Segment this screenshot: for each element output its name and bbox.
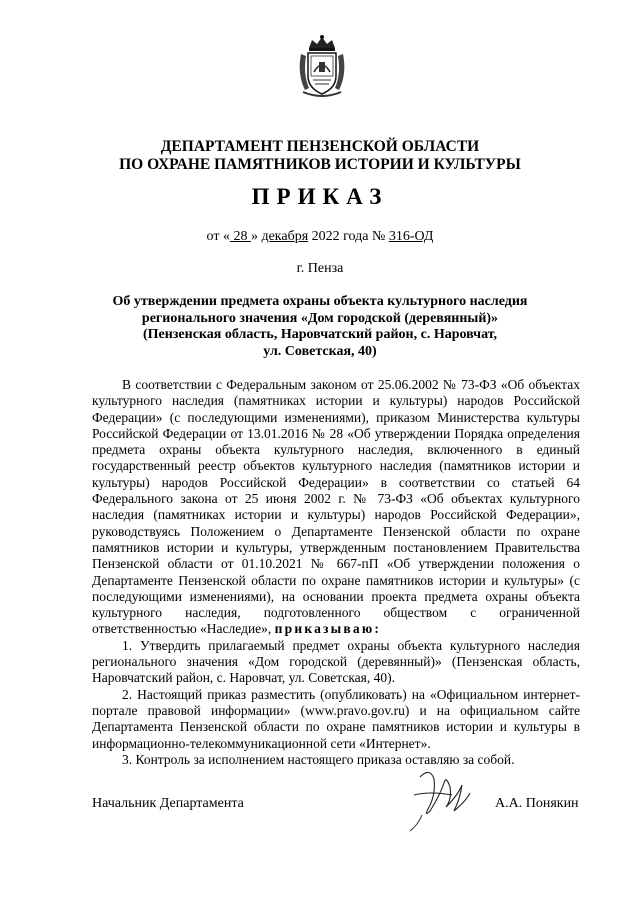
date-prefix: от « [206, 229, 230, 244]
signer-name: А.А. Понякин [495, 796, 579, 811]
date-year: 2022 года № [308, 229, 389, 244]
handwritten-signature [400, 765, 480, 835]
date-month: декабря [261, 229, 309, 244]
department-name-line-2: ПО ОХРАНЕ ПАМЯТНИКОВ ИСТОРИИ И КУЛЬТУРЫ [119, 156, 521, 173]
date-day: 28 [229, 229, 251, 244]
date-number-line [0, 229, 640, 245]
order-body [92, 377, 580, 768]
date-mid: » [250, 229, 262, 244]
preamble-paragraph [92, 377, 580, 638]
order-item-1: 1. Утвердить прилагаемый предмет охраны объекта культурного наследия регионального значения «Дом городской (деревянный)» (Пензенская область, Наровчатский район, с. Наровчат, ул. Советская, 40). [92, 637, 580, 686]
department-name-line-1: ДЕПАРТАМЕНТ ПЕНЗЕНСКОЙ ОБЛАСТИ [160, 138, 480, 155]
subject-line-1: Об утверждении предмета охраны объекта культурного наследия [112, 294, 528, 309]
document-type-title: ПРИКАЗ [251, 184, 389, 209]
department-name [0, 138, 640, 174]
order-item-2: 2. Настоящий приказ разместить (опубликовать) на «Официальном интернет-портале правовой информации» (www.pravo.gov.ru) и на официальном сайте Департамента Пензенской области по охране памятников истории и культуры в информационно-телекоммуникационной сети «Интернет». [92, 686, 580, 751]
order-number: 316-ОД [388, 229, 434, 244]
city: г. Пенза [296, 261, 344, 276]
subject-line-2: регионального значения «Дом городской (деревянный)» [141, 310, 499, 326]
preamble-text: В соответствии с Федеральным законом от 25.06.2002 № 73-ФЗ «Об объектах культурного наследия (памятниках истории и культуры) народов Российской Федерации» (с последующими изменениями), приказом Министерства культуры Российской Федерации от 13.01.2016 № 28 «Об утверждении Порядка определения предмета охраны объекта культурного наследия, включенного в единый государственный реестр объектов культурного наследия (памятников истории и культуры) народов Российской Федерации» в соответствии со статьей 64 Федерального закона от 25 июня 2002 г. № 73-ФЗ «Об объектах культурного наследия (памятниках истории и культуры) народов Российской Федерации», руководствуясь Положением о Департаменте Пензенской области по охране памятников истории и культуры, утвержденным постановлением Правительства Пензенской области от 01.10.2021 № 667-пП «Об утверждении положения о Департаменте Пензенской области по охране памятников истории и культуры» (с последующими изменениями), на основании проекта предмета охраны объекта культурного наследия, подготовленного обществом с ограниченной ответственностью «Наследие», [92, 377, 580, 637]
order-word: приказываю: [274, 621, 382, 637]
order-subject [0, 294, 640, 360]
subject-line-4: ул. Советская, 40) [263, 343, 377, 359]
penza-coat-of-arms-icon [297, 34, 347, 98]
subject-line-3: (Пензенская область, Наровчатский район, с. Наровчат, [142, 327, 498, 342]
order-item-3: 3. Контроль за исполнением настоящего приказа оставляю за собой. [122, 751, 515, 767]
signer-position: Начальник Департамента [92, 796, 244, 811]
